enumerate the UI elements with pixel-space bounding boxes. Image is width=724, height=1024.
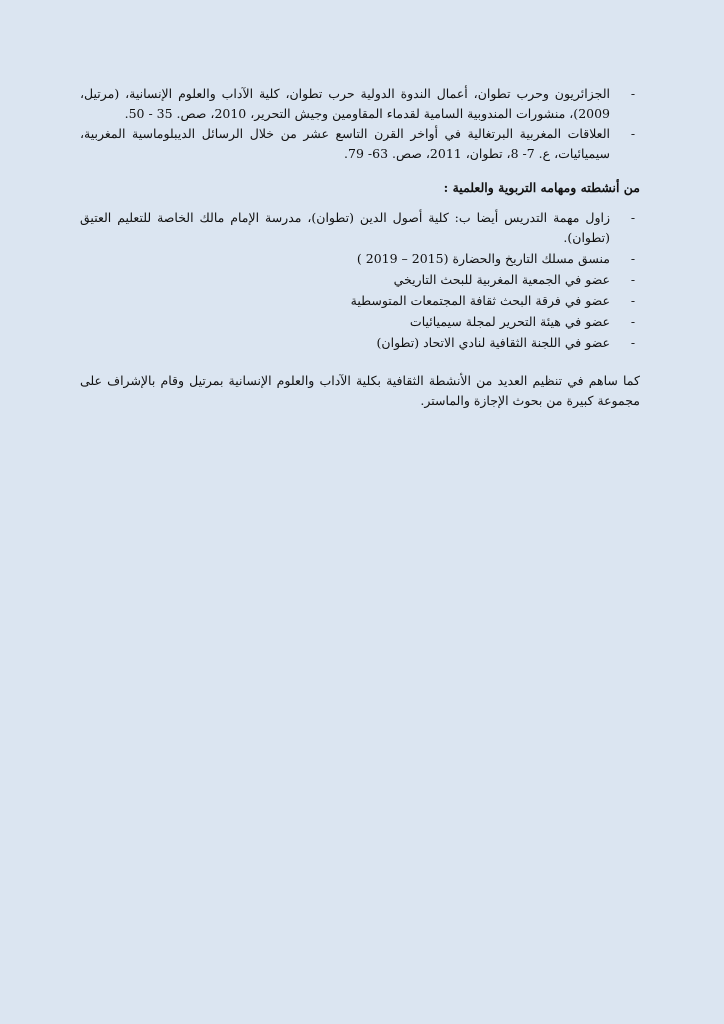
activity-text: عضو في اللجنة الثقافية لنادي الاتحاد (تطوان) <box>376 335 610 350</box>
activity-item <box>80 291 640 311</box>
list-dash: - <box>630 335 636 350</box>
publication-text: العلاقات المغربية البرتغالية في أواخر القرن التاسع عشر من خلال الرسائل الديبلوماسية المغربية، سيميائيات، ع. 7- 8، تطوان، 2011، صص. 63- 79. <box>80 126 610 161</box>
activity-text: عضو في الجمعية المغربية للبحث التاريخي <box>393 272 610 287</box>
activities-list <box>80 208 640 353</box>
list-dash: - <box>630 210 636 225</box>
document-page <box>80 84 640 411</box>
activity-text: زاول مهمة التدريس أيضا ب: كلية أصول الدين (تطوان)، مدرسة الإمام مالك الخاصة للتعليم العتيق (تطوان). <box>80 210 610 245</box>
activities-heading: من أنشطته ومهامه التربوية والعلمية : <box>443 180 640 195</box>
activity-text: عضو في هيئة التحرير لمجلة سيميائيات <box>409 314 610 329</box>
activity-item <box>80 270 640 290</box>
publication-item <box>80 124 640 164</box>
list-dash: - <box>630 272 636 287</box>
list-dash: - <box>630 293 636 308</box>
activity-item <box>80 208 640 248</box>
activity-text: منسق مسلك التاريخ والحضارة (2015 – 2019 ) <box>356 251 610 266</box>
publications-list <box>80 84 640 164</box>
list-dash: - <box>630 86 636 101</box>
list-dash: - <box>630 251 636 266</box>
activity-text: عضو في فرقة البحث ثقافة المجتمعات المتوسطية <box>350 293 610 308</box>
list-dash: - <box>630 314 636 329</box>
activity-item <box>80 312 640 332</box>
activity-item <box>80 249 640 269</box>
publication-item <box>80 84 640 124</box>
closing-paragraph: كما ساهم في تنظيم العديد من الأنشطة الثقافية بكلية الآداب والعلوم الإنسانية بمرتيل وقام بالإشراف على مجموعة كبيرة من بحوث الإجازة والماستر. <box>80 373 640 408</box>
activity-item <box>80 333 640 353</box>
list-dash: - <box>630 126 636 141</box>
publication-text: الجزائريون وحرب تطوان، أعمال الندوة الدولية حرب تطوان، كلية الآداب والعلوم الإنسانية، (مرتيل، 2009)، منشورات المندوبية السامية لقدماء المقاومين وجيش التحرير، 2010، صص. 35 - 50. <box>80 86 610 121</box>
